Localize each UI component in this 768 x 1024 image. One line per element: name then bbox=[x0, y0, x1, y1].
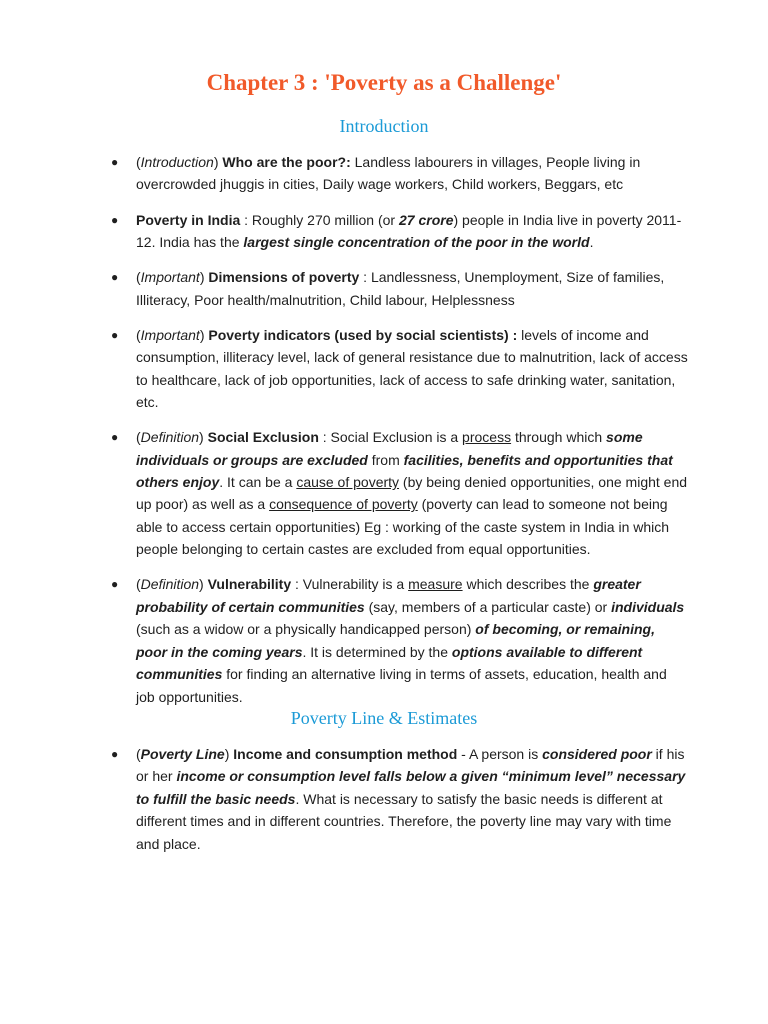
item-term: Vulnerability bbox=[207, 576, 292, 593]
list-item: ● Poverty in India : Roughly 270 million (or 27 crore) people in India live in poverty 2011-12. India has the largest single concentration of the poor in the world. bbox=[108, 209, 688, 254]
item-term: Income and consumption method bbox=[233, 746, 458, 762]
bullet-icon: ● bbox=[111, 155, 119, 169]
bullet-icon: ● bbox=[111, 430, 119, 445]
bullet-icon: ● bbox=[111, 270, 119, 285]
list-item: ● (Introduction) Who are the poor?: Landless labourers in villages, People living in overcrowded jhuggis in cities, Daily wage workers, Child workers, Beggars, etc bbox=[108, 151, 688, 196]
list-item: ● (Definition) Vulnerability : Vulnerability is a measure which describes the greater probability of certain communities (say, members of a particular caste) or individuals (such as a widow or a physically handicapped person) of becoming, or remaining, poor in the coming years. It is determined by the options available to different communities for finding an alternative living in terms of assets, education, health and job opportunities. bbox=[108, 573, 688, 707]
chapter-title: Chapter 3 : 'Poverty as a Challenge' bbox=[206, 70, 562, 95]
list-item: ● (Important) Dimensions of poverty : Landlessness, Unemployment, Size of families, Illiteracy, Poor health/malnutrition, Child labour, Helplessness bbox=[108, 266, 688, 311]
bullet-icon: ● bbox=[111, 577, 119, 592]
list-item: ● (Important) Poverty indicators (used by social scientists) : levels of income and consumption, illiteracy level, lack of general resistance due to malnutrition, lack of access to healthcare, lack of job opportunities, lack of access to safe drinking water, sanitation, etc. bbox=[108, 324, 688, 414]
item-tag: Definition bbox=[140, 576, 200, 593]
item-tag: Poverty Line bbox=[140, 746, 225, 762]
item-term: Social Exclusion bbox=[207, 429, 319, 446]
list-item: ● (Definition) Social Exclusion : Social Exclusion is a process through which some individuals or groups are excluded from facilities, benefits and opportunities that others enjoy. It can be a cause of poverty (by being denied opportunities, one might end up poor) as well as a consequence of poverty (poverty can lead to someone not being able to access certain opportunities) Eg : working of the caste system in India in which people belonging to certain castes are excluded from equal opportunities. bbox=[108, 426, 688, 560]
bullet-icon: ● bbox=[111, 747, 119, 761]
item-term: Poverty in India bbox=[136, 211, 241, 228]
list-item: ● (Poverty Line) Income and consumption method - A person is considered poor if his or her income or consumption level falls below a given “minimum level” necessary to fulfill the basic needs. What is necessary to satisfy the basic needs is different at different times and in different countries. Therefore, the poverty line may vary with time and place. bbox=[108, 743, 688, 855]
item-tag: Introduction bbox=[140, 154, 214, 170]
item-term: Poverty indicators (used by social scientists) : bbox=[208, 326, 518, 343]
introduction-list bbox=[108, 151, 688, 721]
bullet-icon: ● bbox=[111, 212, 119, 227]
item-tag: Definition bbox=[140, 429, 200, 446]
item-term: Dimensions of poverty bbox=[208, 269, 360, 286]
section-heading-introduction: Introduction bbox=[339, 116, 429, 136]
item-tag: Important bbox=[140, 326, 200, 343]
poverty-line-list bbox=[108, 743, 688, 868]
section-heading-poverty-line: Poverty Line & Estimates bbox=[290, 708, 478, 728]
item-tag: Important bbox=[140, 269, 200, 286]
bullet-icon: ● bbox=[111, 327, 119, 342]
item-term: Who are the poor?: bbox=[222, 154, 351, 170]
